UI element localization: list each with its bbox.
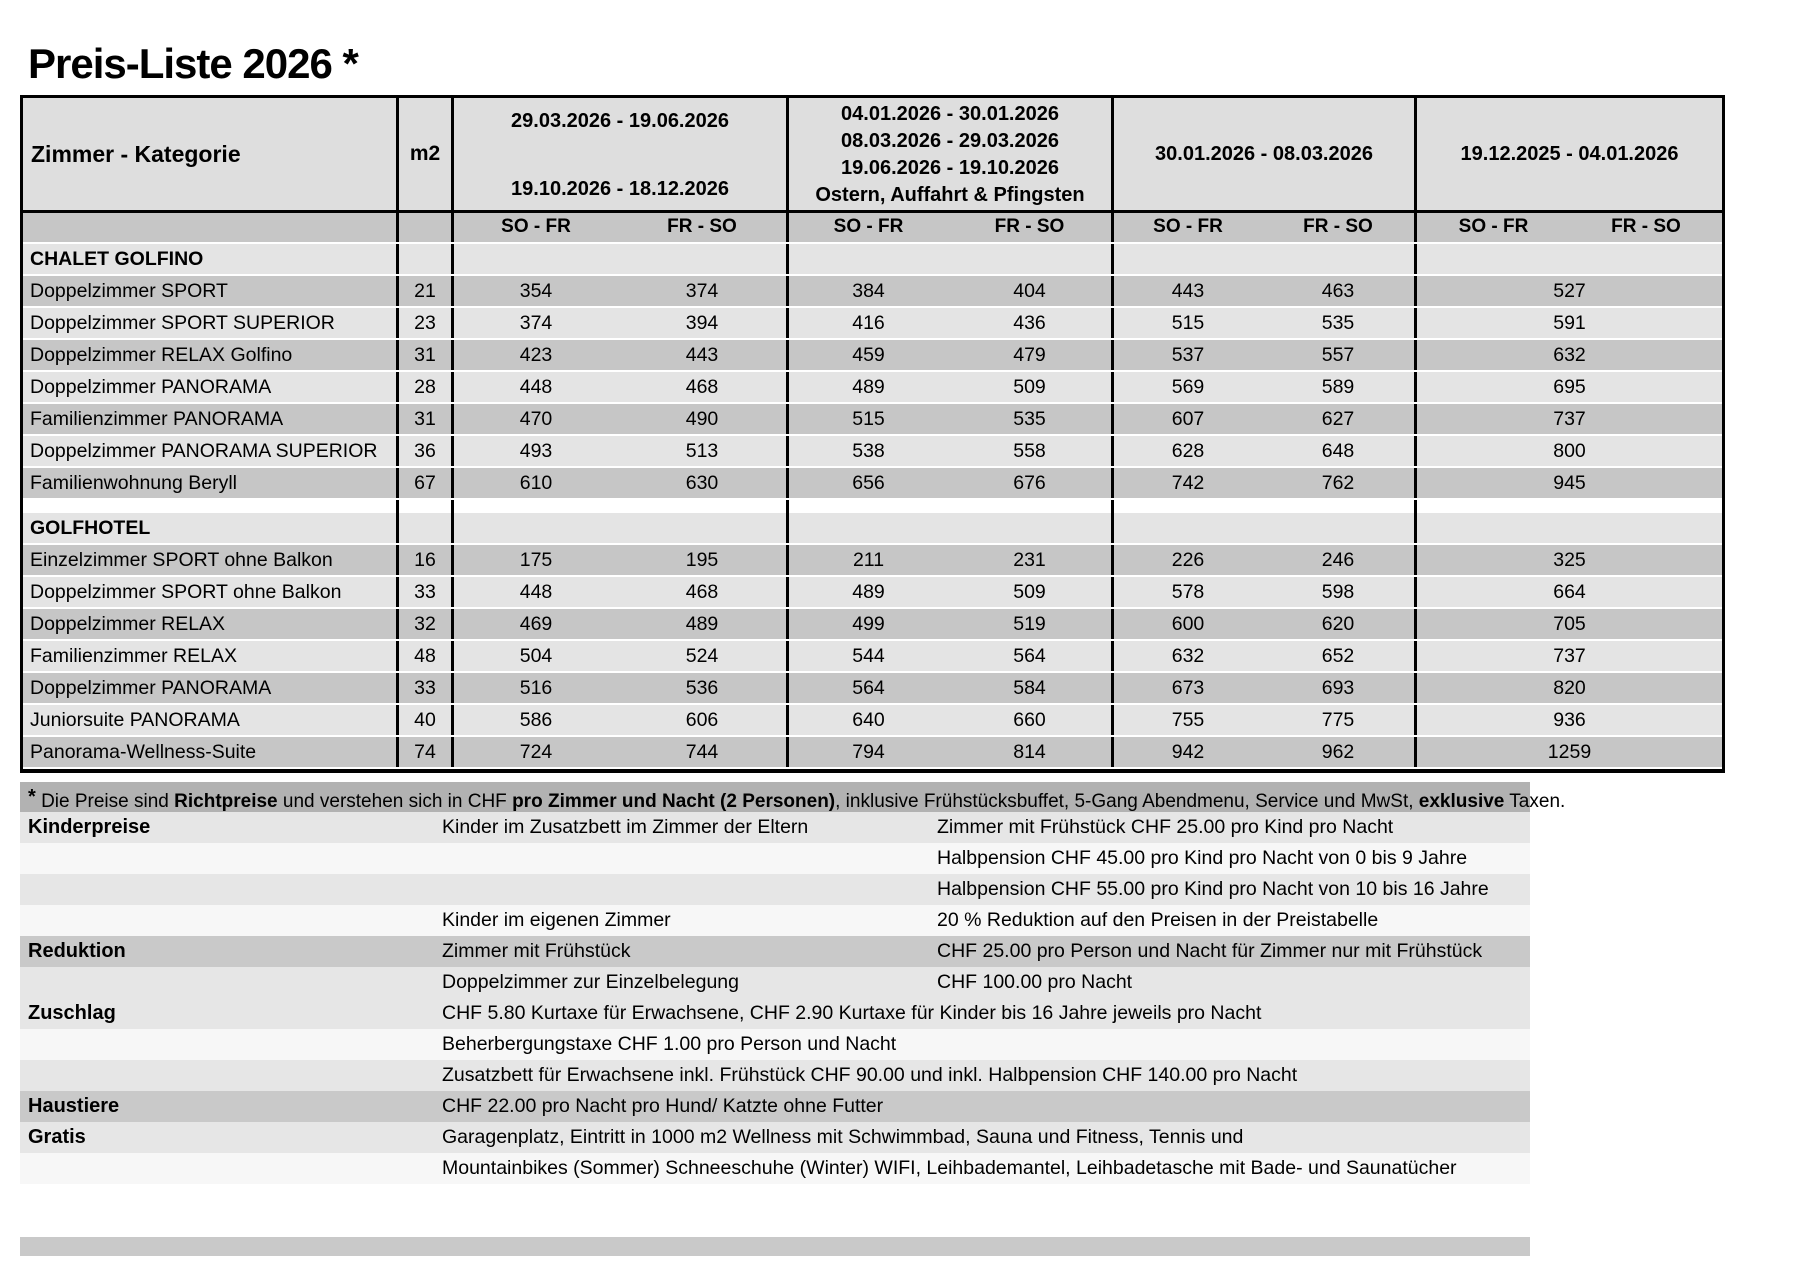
table-row [23, 545, 1722, 577]
price-cell: 443 [685, 344, 719, 366]
price-cell: 448 [451, 372, 618, 402]
section-gap-row [23, 500, 1722, 513]
table-row [23, 276, 1722, 308]
price-cell: 569 [1111, 372, 1262, 402]
footnote-asterisk: * [28, 786, 36, 808]
empty-cell [396, 500, 451, 513]
table-row [23, 673, 1722, 705]
price-cell: 652 [1321, 645, 1355, 667]
price-cell: 504 [451, 641, 618, 671]
note-row [20, 936, 1530, 967]
table-row [23, 340, 1722, 372]
empty-cell [1111, 513, 1414, 543]
price-cell: 394 [685, 312, 719, 334]
price-cell: 231 [1013, 549, 1046, 571]
subheader-season1-fr-so: FR - SO [667, 216, 737, 237]
price-footnote [20, 782, 1566, 812]
note-subject: Kinder im Zusatzbett im Zimmer der Eltern [442, 816, 809, 838]
price-cell: 499 [786, 609, 948, 639]
peak-price-cell: 820 [1414, 673, 1722, 703]
footnote-text: Die Preise sind [35, 791, 175, 812]
season-date: 08.03.2026 - 29.03.2026 [841, 130, 1059, 152]
note-subject: Doppelzimmer zur Einzelbelegung [442, 971, 739, 993]
peak-price-cell: 1259 [1414, 737, 1722, 767]
notes-area [20, 782, 1566, 1256]
room-name: Doppelzimmer RELAX [30, 613, 226, 635]
price-cell: 246 [1321, 549, 1355, 571]
room-name: Familienzimmer PANORAMA [30, 408, 284, 430]
price-cell: 211 [786, 545, 948, 575]
price-cell: 515 [786, 404, 948, 434]
room-name: Familienwohnung Beryll [30, 472, 238, 494]
note-detail: Halbpension CHF 45.00 pro Kind pro Nacht von 0 bis 9 Jahre [937, 847, 1468, 869]
price-cell: 589 [1321, 376, 1355, 398]
room-m2: 16 [396, 545, 451, 575]
season-date: Ostern, Auffahrt & Pfingsten [815, 184, 1085, 206]
footnote-text: und verstehen sich in CHF [277, 791, 513, 812]
note-detail: CHF 25.00 pro Person und Nacht für Zimmer nur mit Frühstück [937, 940, 1483, 962]
room-m2: 33 [396, 673, 451, 703]
note-row [20, 905, 1530, 936]
price-cell: 493 [451, 436, 618, 466]
price-cell: 524 [685, 645, 719, 667]
subheader-season2-fr-so: FR - SO [994, 216, 1065, 237]
note-row [20, 1122, 1530, 1153]
subheader-season4-so-fr: SO - FR [1414, 213, 1570, 242]
price-cell: 586 [451, 705, 618, 735]
price-cell: 195 [685, 549, 719, 571]
price-cell: 962 [1321, 741, 1355, 763]
note-label: Haustiere [28, 1095, 120, 1117]
season-date: 19.10.2026 - 18.12.2026 [511, 178, 729, 200]
price-cell: 762 [1321, 472, 1355, 494]
price-cell: 814 [1013, 741, 1046, 763]
note-label [20, 1153, 442, 1184]
page-title: Preis-Liste 2026 * [28, 40, 358, 87]
room-name: Doppelzimmer SPORT [30, 280, 228, 302]
price-cell: 742 [1111, 468, 1262, 498]
price-cell: 404 [1013, 280, 1046, 302]
price-cell: 600 [1111, 609, 1262, 639]
room-m2: 48 [396, 641, 451, 671]
note-subject [442, 874, 937, 905]
price-cell: 479 [1013, 344, 1046, 366]
price-cell: 537 [1111, 340, 1262, 370]
section-header-row [23, 513, 1722, 545]
season-header-3 [1111, 98, 1414, 210]
price-cell: 794 [786, 737, 948, 767]
room-name: Panorama-Wellness-Suite [30, 741, 257, 763]
season-header-1 [451, 98, 786, 210]
price-cell: 489 [786, 577, 948, 607]
peak-price-cell: 591 [1414, 308, 1722, 338]
price-cell: 468 [685, 376, 719, 398]
price-cell: 515 [1111, 308, 1262, 338]
note-label [20, 905, 442, 936]
price-cell: 648 [1321, 440, 1355, 462]
empty-cell [1414, 500, 1722, 513]
price-cell: 535 [1321, 312, 1355, 334]
price-cell: 630 [685, 472, 719, 494]
price-cell: 468 [685, 581, 719, 603]
note-label [20, 843, 442, 874]
peak-price-cell: 695 [1414, 372, 1722, 402]
table-header-row [23, 98, 1722, 213]
price-cell: 656 [786, 468, 948, 498]
table-subheader-row [23, 213, 1722, 244]
price-cell: 384 [786, 276, 948, 306]
room-m2: 67 [396, 468, 451, 498]
empty-cell [786, 500, 1111, 513]
empty-cell [1111, 500, 1414, 513]
price-cell: 509 [1013, 581, 1046, 603]
price-cell: 374 [451, 308, 618, 338]
empty-cell [786, 244, 1111, 274]
room-name: Einzelzimmer SPORT ohne Balkon [30, 549, 333, 571]
peak-price-cell: 664 [1414, 577, 1722, 607]
empty-cell [1111, 244, 1414, 274]
note-detail: Zimmer mit Frühstück CHF 25.00 pro Kind pro Nacht [937, 816, 1394, 838]
price-cell: 676 [1013, 472, 1046, 494]
footnote-text: , inklusive Frühstücksbuffet, 5-Gang Abendmenu, Service und MwSt, [835, 791, 1419, 812]
price-cell: 628 [1111, 436, 1262, 466]
table-row [23, 577, 1722, 609]
table-row [23, 705, 1722, 737]
subheader-season4-fr-so: FR - SO [1611, 216, 1681, 237]
price-cell: 942 [1111, 737, 1262, 767]
table-row [23, 737, 1722, 769]
peak-price-cell: 800 [1414, 436, 1722, 466]
notes-rows [20, 812, 1530, 1184]
note-row [20, 1029, 1530, 1060]
peak-price-cell: 945 [1414, 468, 1722, 498]
empty-cell [1414, 244, 1722, 274]
room-m2: 23 [396, 308, 451, 338]
empty-cell [1414, 513, 1722, 543]
peak-price-cell: 325 [1414, 545, 1722, 575]
price-cell: 660 [1013, 709, 1046, 731]
room-m2: 40 [396, 705, 451, 735]
note-label [20, 1029, 442, 1060]
room-name: Doppelzimmer SPORT SUPERIOR [30, 312, 335, 334]
note-subject: Kinder im eigenen Zimmer [442, 909, 671, 931]
room-name: Doppelzimmer RELAX Golfino [30, 344, 293, 366]
price-cell: 673 [1111, 673, 1262, 703]
price-cell: 469 [451, 609, 618, 639]
season-date: 29.03.2026 - 19.06.2026 [511, 110, 729, 132]
room-name: Doppelzimmer PANORAMA [30, 677, 272, 699]
room-name: Doppelzimmer PANORAMA SUPERIOR [30, 440, 378, 462]
note-label [20, 1060, 442, 1091]
season-header-4 [1414, 98, 1722, 210]
subheader-season3-so-fr: SO - FR [1111, 213, 1262, 242]
note-row [20, 998, 1530, 1029]
price-cell: 175 [451, 545, 618, 575]
empty-cell [451, 500, 786, 513]
note-label [20, 874, 442, 905]
subheader-spacer-m2 [396, 213, 451, 242]
peak-price-cell: 527 [1414, 276, 1722, 306]
price-cell: 519 [1013, 613, 1046, 635]
price-cell: 640 [786, 705, 948, 735]
season-date: 19.06.2026 - 19.10.2026 [841, 157, 1059, 179]
footnote-text: Taxen. [1504, 791, 1566, 812]
season-date: 30.01.2026 - 08.03.2026 [1155, 143, 1373, 165]
price-cell: 744 [685, 741, 719, 763]
peak-price-cell: 936 [1414, 705, 1722, 735]
price-cell: 513 [685, 440, 719, 462]
price-cell: 564 [1013, 645, 1046, 667]
note-label [20, 967, 442, 998]
peak-price-cell: 632 [1414, 340, 1722, 370]
room-m2: 36 [396, 436, 451, 466]
note-row [20, 1153, 1530, 1184]
price-cell: 509 [1013, 376, 1046, 398]
note-row [20, 812, 1530, 843]
empty-cell [396, 513, 451, 543]
note-label: Reduktion [28, 940, 126, 962]
room-name: Juniorsuite PANORAMA [30, 709, 240, 731]
peak-price-cell: 737 [1414, 404, 1722, 434]
footnote-bold: exklusive [1418, 791, 1505, 812]
price-cell: 755 [1111, 705, 1262, 735]
price-cell: 544 [786, 641, 948, 671]
price-cell: 620 [1321, 613, 1355, 635]
price-cell: 463 [1321, 280, 1355, 302]
price-cell: 459 [786, 340, 948, 370]
price-cell: 578 [1111, 577, 1262, 607]
room-m2: 31 [396, 340, 451, 370]
price-cell: 423 [451, 340, 618, 370]
table-row [23, 372, 1722, 404]
subheader-season2-so-fr: SO - FR [786, 213, 948, 242]
season-date: 19.12.2025 - 04.01.2026 [1460, 143, 1679, 165]
subheader-season1-so-fr: SO - FR [451, 213, 618, 242]
column-header-m2: m2 [396, 98, 451, 210]
bottom-band [20, 1237, 1530, 1256]
room-name: Doppelzimmer SPORT ohne Balkon [30, 581, 342, 603]
note-text: CHF 22.00 pro Nacht pro Hund/ Katzte ohne Futter [442, 1095, 884, 1117]
section-name: CHALET GOLFINO [30, 248, 204, 270]
price-cell: 374 [685, 280, 719, 302]
empty-cell [396, 244, 451, 274]
price-cell: 538 [786, 436, 948, 466]
empty-cell [23, 500, 396, 513]
price-cell: 416 [786, 308, 948, 338]
room-name: Doppelzimmer PANORAMA [30, 376, 272, 398]
season-date: 04.01.2026 - 30.01.2026 [841, 103, 1059, 125]
note-subject: Zimmer mit Frühstück [442, 940, 631, 962]
note-detail: 20 % Reduktion auf den Preisen in der Preistabelle [937, 909, 1379, 931]
price-cell: 564 [786, 673, 948, 703]
room-m2: 31 [396, 404, 451, 434]
note-detail: CHF 100.00 pro Nacht [937, 971, 1133, 993]
price-cell: 598 [1321, 581, 1355, 603]
price-cell: 775 [1321, 709, 1355, 731]
note-text: Beherbergungstaxe CHF 1.00 pro Person und Nacht [442, 1033, 897, 1055]
note-text: Garagenplatz, Eintritt in 1000 m2 Wellness mit Schwimmbad, Sauna und Fitness, Tennis und [442, 1126, 1244, 1148]
table-row [23, 404, 1722, 436]
price-cell: 489 [685, 613, 719, 635]
empty-cell [786, 513, 1111, 543]
price-cell: 693 [1321, 677, 1355, 699]
price-table [20, 95, 1725, 773]
section-name: GOLFHOTEL [30, 517, 151, 539]
price-cell: 724 [451, 737, 618, 767]
price-cell: 516 [451, 673, 618, 703]
table-row [23, 468, 1722, 500]
price-cell: 448 [451, 577, 618, 607]
table-row [23, 641, 1722, 673]
room-name: Familienzimmer RELAX [30, 645, 237, 667]
price-cell: 607 [1111, 404, 1262, 434]
price-cell: 632 [1111, 641, 1262, 671]
room-m2: 33 [396, 577, 451, 607]
room-m2: 74 [396, 737, 451, 767]
price-cell: 436 [1013, 312, 1046, 334]
price-cell: 354 [451, 276, 618, 306]
table-row [23, 436, 1722, 468]
table-row [23, 609, 1722, 641]
section-header-row [23, 244, 1722, 276]
price-cell: 470 [451, 404, 618, 434]
room-m2: 32 [396, 609, 451, 639]
price-cell: 443 [1111, 276, 1262, 306]
price-cell: 627 [1321, 408, 1355, 430]
peak-price-cell: 705 [1414, 609, 1722, 639]
column-header-category: Zimmer - Kategorie [31, 140, 241, 167]
note-text: Mountainbikes (Sommer) Schneeschuhe (Winter) WIFI, Leihbademantel, Leihbadetasche mit Bade- und Saunatücher [442, 1157, 1457, 1179]
note-label: Kinderpreise [28, 816, 151, 838]
note-row [20, 967, 1530, 998]
price-cell: 606 [685, 709, 719, 731]
price-cell: 226 [1111, 545, 1262, 575]
note-row [20, 843, 1530, 874]
price-cell: 557 [1321, 344, 1355, 366]
room-m2: 28 [396, 372, 451, 402]
note-label: Gratis [28, 1126, 86, 1148]
empty-cell [451, 513, 786, 543]
price-cell: 490 [685, 408, 719, 430]
table-body [23, 244, 1722, 769]
note-row [20, 1060, 1530, 1091]
empty-cell [451, 244, 786, 274]
note-row [20, 1091, 1530, 1122]
note-text: Zusatzbett für Erwachsene inkl. Frühstück CHF 90.00 und inkl. Halbpension CHF 140.00 pro Nacht [442, 1064, 1298, 1086]
subheader-season3-fr-so: FR - SO [1303, 216, 1373, 237]
price-cell: 489 [786, 372, 948, 402]
note-text: CHF 5.80 Kurtaxe für Erwachsene, CHF 2.90 Kurtaxe für Kinder bis 16 Jahre jeweils pro Nacht [442, 1002, 1262, 1024]
footnote-bold: Richtpreise [174, 791, 278, 812]
note-subject [442, 843, 937, 874]
price-cell: 558 [1013, 440, 1046, 462]
note-row [20, 874, 1530, 905]
note-label: Zuschlag [28, 1002, 116, 1024]
table-row [23, 308, 1722, 340]
note-detail: Halbpension CHF 55.00 pro Kind pro Nacht von 10 bis 16 Jahre [937, 878, 1489, 900]
price-cell: 584 [1013, 677, 1046, 699]
season-header-2 [786, 98, 1111, 210]
footnote-bold: pro Zimmer und Nacht (2 Personen) [512, 791, 836, 812]
price-cell: 536 [685, 677, 719, 699]
price-cell: 535 [1013, 408, 1046, 430]
room-m2: 21 [396, 276, 451, 306]
price-cell: 610 [451, 468, 618, 498]
subheader-spacer-category [23, 213, 396, 242]
peak-price-cell: 737 [1414, 641, 1722, 671]
